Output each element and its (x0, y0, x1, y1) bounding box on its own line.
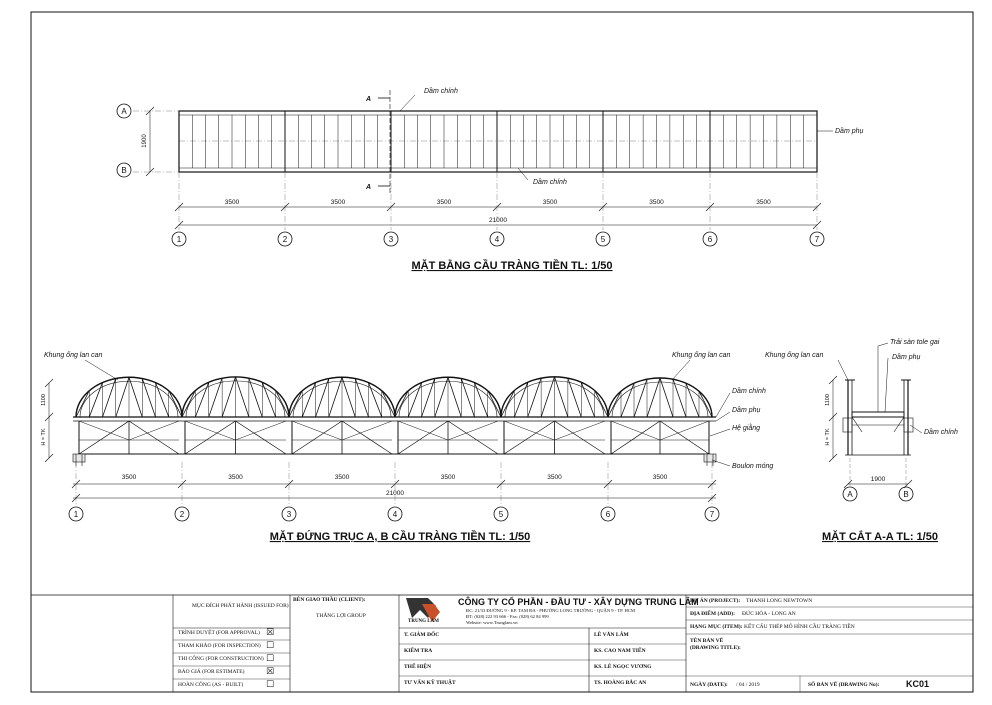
staff-name: LÊ VĂN LÂM (594, 632, 629, 638)
plan-axis-label: 7 (814, 235, 820, 244)
elev-axis-label: 1 (73, 510, 79, 519)
plan-axis-label: 5 (600, 235, 606, 244)
plan-label-main-bottom: Dầm chính (533, 179, 567, 186)
plan-axis-label: 2 (282, 235, 288, 244)
purpose-label: TRÌNH DUYỆT (FOR APPROVAL) (178, 630, 260, 636)
purpose-label: BÁO GIÁ (FOR ESTIMATE) (178, 669, 245, 675)
plan-view (117, 86, 864, 272)
company-web: Website: www.Trunglam.vn (466, 620, 518, 625)
staff-name: KS. LÊ NGỌC VƯƠNG (594, 664, 652, 670)
drawing-title-sub: (DRAWING TITLE): (690, 645, 741, 651)
drawing-no-label: SỐ BẢN VẼ (DRAWING No): (808, 682, 880, 688)
purpose-checkbox[interactable]: ☐ (266, 641, 275, 651)
logo-text: TRUNG LAM (408, 619, 439, 624)
plan-title: MẶT BẰNG CẦU TRÀNG TIỀN TL: 1/50 (411, 260, 613, 272)
staff-name: TS. HOÀNG BẮC AN (594, 680, 647, 686)
elev-span-dim: 3500 (228, 474, 243, 481)
elev-span-dim: 3500 (121, 474, 137, 481)
project-value: THANH LONG NEWTOWN (746, 598, 813, 604)
plan-axis-label: 3 (388, 235, 394, 244)
plan-span-dim: 3500 (330, 199, 346, 206)
elev-label-bracing: Hệ giằng (732, 425, 761, 432)
elev-axis-label: 4 (392, 510, 398, 519)
drawing-no-value: KC01 (906, 679, 930, 689)
sect-axis-label-a: A (847, 490, 853, 499)
company-phone: ĐT: (028) 222 93 666 - Fax: (028) 62 84 999 (466, 614, 549, 619)
date-value: / 04 / 2019 (736, 682, 760, 688)
location-value: ĐỨC HÒA - LONG AN (742, 611, 796, 617)
plan-axis-label: 6 (707, 235, 713, 244)
plan-total-dim: 21000 (488, 217, 508, 224)
project-label: DỰ ÁN (PROJECT): (690, 598, 741, 604)
sheet-border (31, 12, 973, 692)
elev-span-dim: 3500 (334, 474, 350, 481)
plan-label-secondary: Dầm phụ (835, 128, 864, 135)
section-mark-bottom: A (366, 184, 372, 191)
elevation-title: MẶT ĐỨNG TRỤC A, B CẦU TRÀNG TIỀN TL: 1/50 (269, 531, 531, 543)
staff-role: KIỂM TRA (404, 648, 433, 654)
sect-label-deck: Trải sàn tole gai (890, 339, 940, 346)
plan-axis-label: 1 (176, 235, 182, 244)
sect-axis-label-b: B (903, 490, 909, 499)
purpose-header: MỤC ĐÍCH PHÁT HÀNH (ISSUED FOR) (192, 603, 289, 609)
row-label-b: B (121, 166, 127, 175)
section-title: MẶT CẮT A-A TL: 1/50 (822, 531, 938, 543)
elevation-view (41, 351, 773, 543)
plan-span-dim: 3500 (649, 199, 664, 206)
plan-width-dim: 1900 (142, 134, 148, 148)
staff-role: THỂ HIỆN (404, 664, 432, 670)
drawing-title-label: TÊN BẢN VẼ (690, 638, 724, 644)
purpose-checkbox[interactable]: ☐ (266, 680, 275, 690)
purpose-checkbox[interactable]: ☒ (266, 628, 275, 638)
elev-span-dim: 3500 (440, 474, 456, 481)
sect-height-bottom: H = TK (825, 428, 831, 446)
purpose-label: THI CÔNG (FOR CONSTRUCTION) (178, 656, 264, 662)
plan-span-dim: 3500 (224, 199, 240, 206)
client-value: THẮNG LỢI GROUP (316, 613, 366, 619)
elev-axis-label: 6 (605, 510, 611, 519)
purpose-label: THAM KHẢO (FOR INSPECTION) (178, 643, 261, 649)
sect-label-main: Dầm chính (924, 429, 958, 436)
sect-height-top: 1100 (825, 394, 831, 406)
elev-label-railing-right: Khung ống lan can (672, 352, 731, 359)
elev-height-top: 1100 (41, 394, 47, 406)
sect-label-railing: Khung ống lan can (765, 352, 824, 359)
elev-height-bottom: H = TK (41, 428, 47, 446)
item-label: HẠNG MỤC (ITEM): (690, 624, 743, 630)
elev-axis-label: 2 (179, 510, 185, 519)
company-address: ĐC: 21/33 ĐƯỜNG 9 - KP. TAM ĐA - PHƯỜNG LONG TRƯỜNG - QUẬN 9 - TP. HCM (466, 608, 635, 613)
row-label-a: A (121, 107, 127, 116)
plan-label-main-top: Dầm chính (424, 88, 458, 95)
elev-axis-label: 7 (709, 510, 715, 519)
section-mark-top: A (366, 96, 372, 103)
elev-label-main: Dầm chính (732, 388, 766, 395)
elev-axis-label: 3 (286, 510, 292, 519)
section-view (765, 338, 958, 543)
sect-width-dim: 1900 (870, 476, 886, 483)
staff-role: T. GIÁM ĐỐC (404, 632, 440, 638)
client-label: BÊN GIAO THẦU (CLIENT): (293, 597, 366, 603)
staff-name: KS. CAO NAM TIẾN (594, 648, 646, 654)
plan-span-dim: 3500 (542, 199, 558, 206)
item-value: KẾT CẤU THÉP MÔ HÌNH CẦU TRÀNG TIỀN (744, 624, 855, 630)
purpose-checkbox[interactable]: ☒ (266, 667, 275, 677)
date-label: NGÀY (DATE): (690, 682, 728, 688)
elev-label-bolt: Boulon móng (732, 463, 774, 470)
elev-span-dim: 3500 (547, 474, 562, 481)
company-name: CÔNG TY CỔ PHẦN - ĐẦU TƯ - XÂY DỰNG TRUNG LÂM (458, 597, 699, 607)
staff-role: TƯ VẤN KỸ THUẬT (404, 680, 456, 686)
plan-span-dim: 3500 (756, 199, 771, 206)
purpose-checkbox[interactable]: ☐ (266, 654, 275, 664)
location-label: ĐỊA ĐIỂM (ADD): (690, 611, 735, 617)
plan-outline (179, 111, 817, 172)
elev-span-dim: 3500 (652, 474, 668, 481)
plan-axis-label: 4 (494, 235, 500, 244)
foundation-foot (73, 454, 85, 462)
elev-label-secondary: Dầm phụ (732, 407, 761, 414)
elev-total-dim: 21000 (385, 490, 405, 497)
purpose-label: HOÀN CÔNG (AS - BUILT) (178, 682, 244, 688)
elev-axis-label: 5 (498, 510, 504, 519)
sect-label-secondary: Dầm phụ (892, 354, 921, 361)
elev-label-railing-left: Khung ống lan can (44, 352, 103, 359)
plan-span-dim: 3500 (436, 199, 452, 206)
